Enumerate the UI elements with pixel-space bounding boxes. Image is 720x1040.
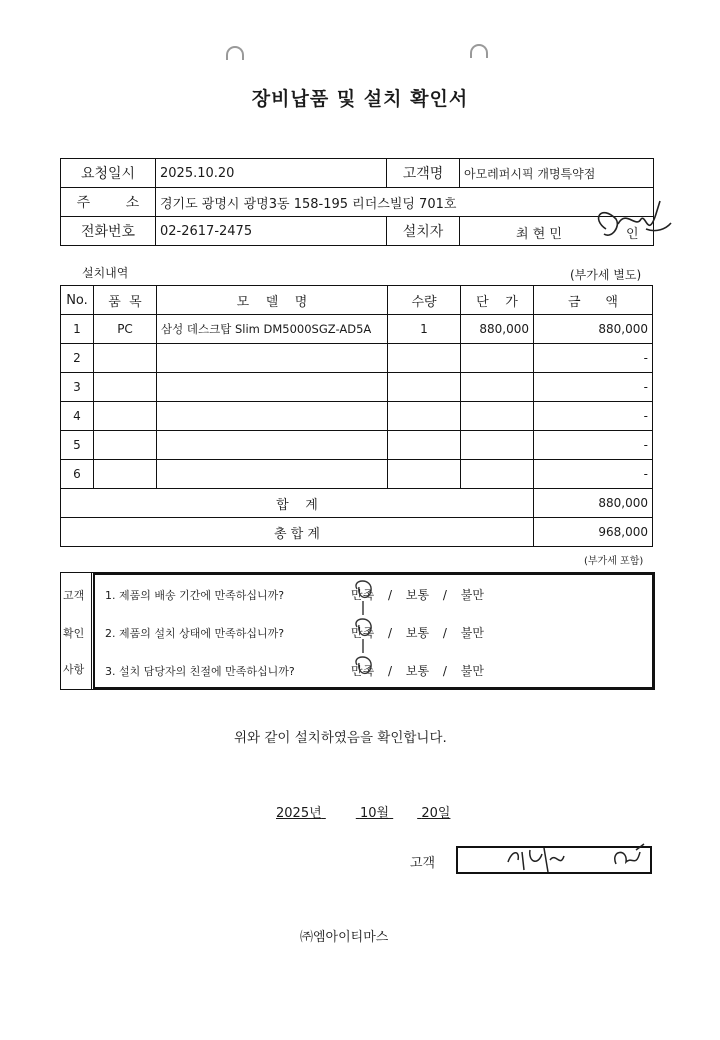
row-unit-price xyxy=(461,373,534,402)
total-value: 968,000 xyxy=(534,518,653,547)
request-date-value: 2025.10.20 xyxy=(156,159,387,188)
row-amount: 880,000 xyxy=(534,315,653,344)
document-title: 장비납품 및 설치 확인서 xyxy=(251,88,469,110)
row-qty xyxy=(388,402,461,431)
row-no: 4 xyxy=(61,402,94,431)
company-name: ㈜엠아이티마스 xyxy=(300,930,389,945)
header-no: No. xyxy=(61,286,94,315)
date-month: 10월 xyxy=(359,806,390,821)
table-row xyxy=(61,402,653,431)
installer-label: 설치자 xyxy=(387,217,460,246)
row-qty xyxy=(388,373,461,402)
option-normal[interactable]: 보통 xyxy=(405,664,430,678)
row-model xyxy=(157,431,388,460)
survey-left-column xyxy=(61,573,92,689)
survey-options-2: 만족 / 보통 / 불만 xyxy=(351,626,484,640)
table-row xyxy=(61,460,653,489)
date-day: 20일 xyxy=(421,806,451,821)
row-no: 6 xyxy=(61,460,94,489)
option-unsatisfied[interactable]: 불만 xyxy=(460,588,484,602)
row-unit-price: 880,000 xyxy=(461,315,534,344)
row-amount: - xyxy=(534,460,653,489)
row-model xyxy=(157,344,388,373)
handwritten-check-marks xyxy=(349,575,385,687)
table-row xyxy=(61,315,653,344)
row-model xyxy=(157,402,388,431)
items-table xyxy=(60,285,653,547)
row-amount: - xyxy=(534,402,653,431)
survey-question-2: 2. 제품의 설치 상태에 만족하십니까? xyxy=(105,627,285,640)
survey-question-1: 1. 제품의 배송 기간에 만족하십니까? xyxy=(105,589,285,602)
row-item xyxy=(94,431,157,460)
total-label: 총 합 계 xyxy=(61,518,534,547)
installer-signature xyxy=(586,199,676,249)
installer-name: 최 현 민 xyxy=(516,227,562,242)
table-row xyxy=(61,431,653,460)
row-unit-price xyxy=(461,402,534,431)
installer-cell xyxy=(460,217,654,246)
row-amount: - xyxy=(534,344,653,373)
row-model xyxy=(157,460,388,489)
confirmation-text: 위와 같이 설치하였음을 확인합니다. xyxy=(234,730,447,746)
row-item xyxy=(94,344,157,373)
vat-included-note: (부가세 포함) xyxy=(584,556,644,567)
row-model xyxy=(157,373,388,402)
table-row xyxy=(61,373,653,402)
subtotal-label: 합 계 xyxy=(61,489,534,518)
vat-note: (부가세 별도) xyxy=(570,268,642,282)
section-title: 설치내역 xyxy=(82,266,129,280)
row-qty: 1 xyxy=(388,315,461,344)
header-unit-price: 단 가 xyxy=(461,286,534,315)
row-unit-price xyxy=(461,460,534,489)
row-model: 삼성 데스크탑 Slim DM5000SGZ-AD5A xyxy=(157,315,388,344)
option-satisfied[interactable]: 만족 xyxy=(351,664,375,678)
survey-question-3: 3. 설치 담당자의 친절에 만족하십니까? xyxy=(105,665,295,678)
row-no: 3 xyxy=(61,373,94,402)
row-item xyxy=(94,460,157,489)
header-item: 품 목 xyxy=(94,286,157,315)
header-qty: 수량 xyxy=(388,286,461,315)
date-year: 2025년 xyxy=(276,806,322,821)
row-amount: - xyxy=(534,431,653,460)
row-no: 1 xyxy=(61,315,94,344)
row-item xyxy=(94,402,157,431)
row-item xyxy=(94,373,157,402)
row-unit-price xyxy=(461,344,534,373)
header-model: 모 델 명 xyxy=(157,286,388,315)
row-qty xyxy=(388,431,461,460)
survey-options-3: 만족 / 보통 / 불만 xyxy=(351,664,484,678)
option-satisfied[interactable]: 만족 xyxy=(351,626,375,640)
option-unsatisfied[interactable]: 불만 xyxy=(460,664,484,678)
row-qty xyxy=(388,344,461,373)
punch-hole-right xyxy=(470,44,488,58)
phone-label: 전화번호 xyxy=(61,217,156,246)
customer-sign-label: 고객 xyxy=(410,856,436,871)
info-table xyxy=(60,158,654,246)
subtotal-value: 880,000 xyxy=(534,489,653,518)
address-label: 주 소 xyxy=(61,188,156,217)
row-qty xyxy=(388,460,461,489)
survey-label-confirm: 확인 xyxy=(63,627,85,640)
survey-options-1: 만족 / 보통 / 불만 xyxy=(351,588,484,602)
survey-label-items: 사항 xyxy=(63,663,85,676)
table-row xyxy=(61,344,653,373)
installer-seal-text: 인 xyxy=(626,227,639,242)
request-date-label: 요청일시 xyxy=(61,159,156,188)
survey-label-customer: 고객 xyxy=(63,589,85,602)
address-value: 경기도 광명시 광명3동 158-195 리더스빌딩 701호 xyxy=(156,188,654,217)
customer-signature xyxy=(498,842,648,876)
customer-label: 고객명 xyxy=(387,159,460,188)
customer-sign-name xyxy=(458,848,459,849)
date-line xyxy=(276,802,450,821)
punch-hole-left xyxy=(226,46,244,60)
survey-box xyxy=(60,572,655,690)
survey-questions-box xyxy=(93,573,654,689)
row-item: PC xyxy=(94,315,157,344)
row-no: 2 xyxy=(61,344,94,373)
header-amount: 금 액 xyxy=(534,286,653,315)
row-no: 5 xyxy=(61,431,94,460)
option-satisfied[interactable]: 만족 xyxy=(351,588,375,602)
customer-sign-box xyxy=(456,846,652,874)
option-normal[interactable]: 보통 xyxy=(405,626,430,640)
customer-value: 아모레퍼시픽 개명특약점 xyxy=(460,159,654,188)
phone-value: 02-2617-2475 xyxy=(156,217,387,246)
row-amount: - xyxy=(534,373,653,402)
option-normal[interactable]: 보통 xyxy=(405,588,430,602)
row-unit-price xyxy=(461,431,534,460)
option-unsatisfied[interactable]: 불만 xyxy=(460,626,484,640)
